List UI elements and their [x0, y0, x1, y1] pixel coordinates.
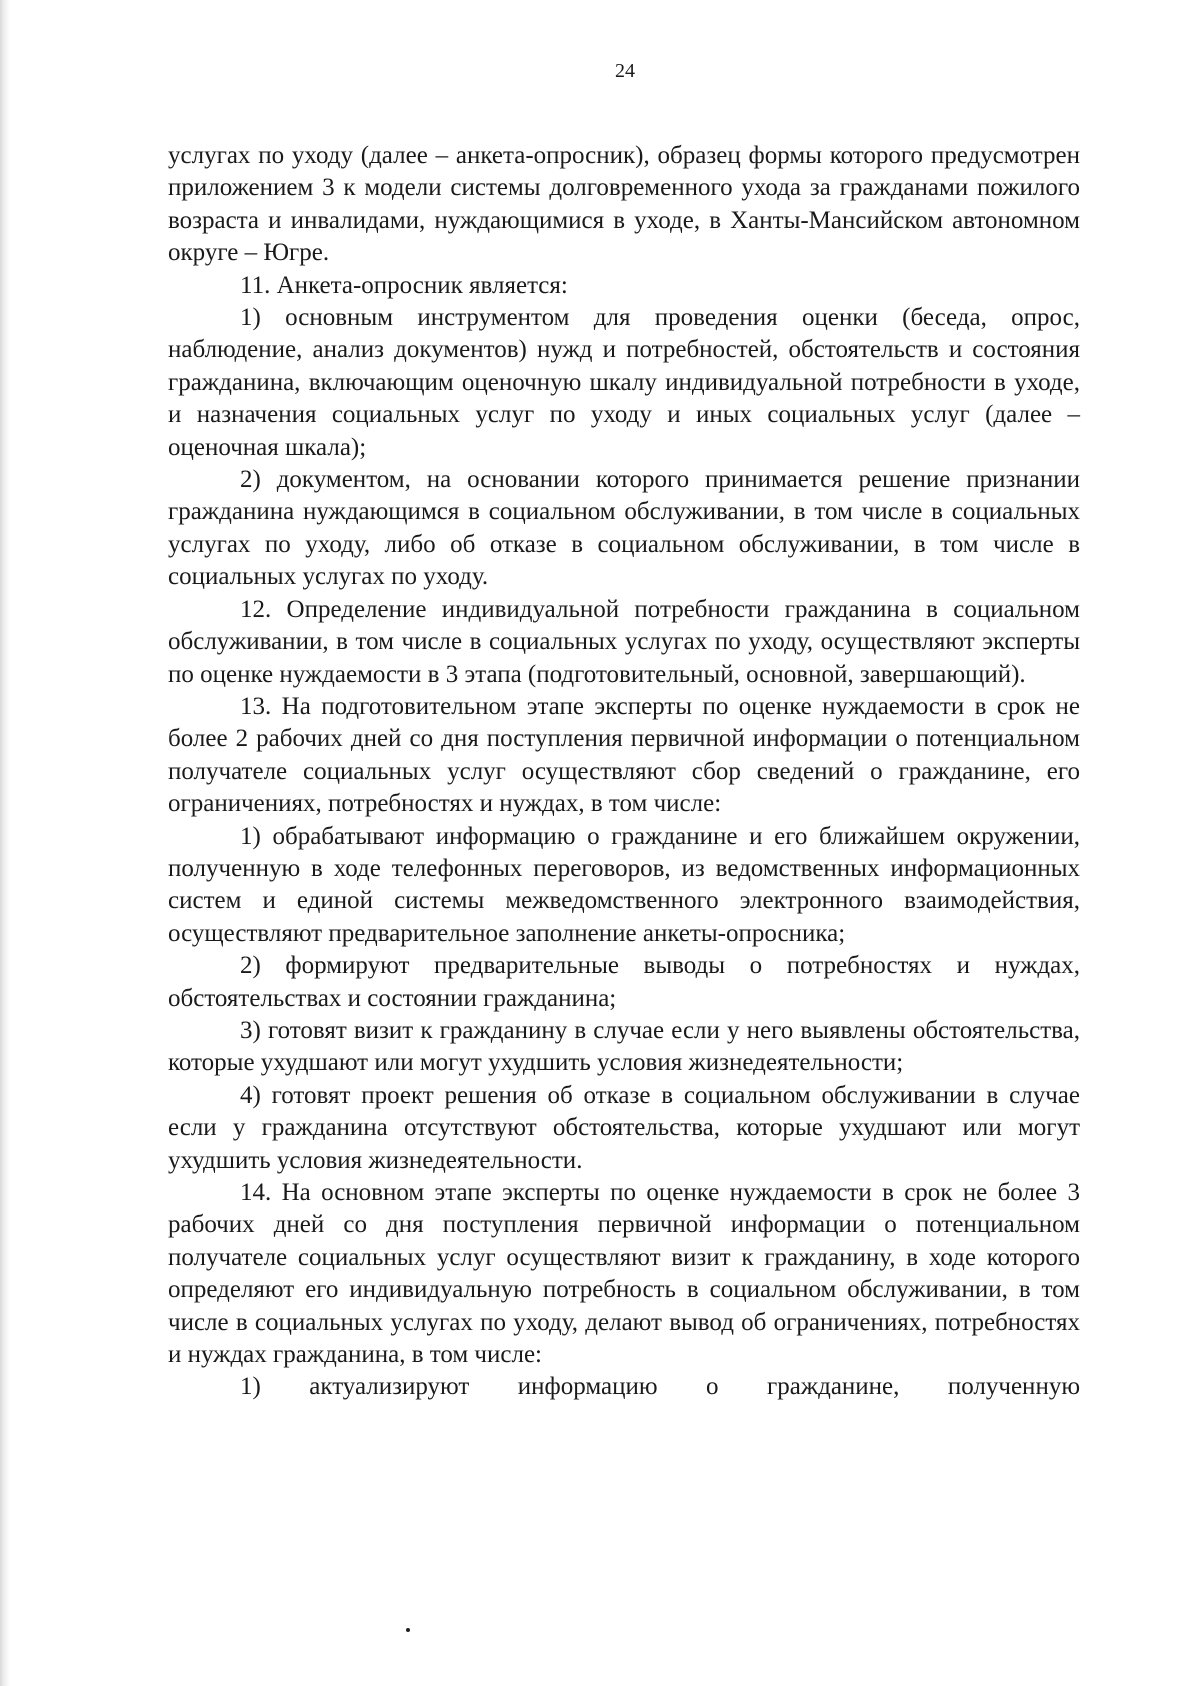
paragraph-item-13-2: 2) формируют предварительные выводы о потребностях и нуждах, обстоятельствах и состоянии гражданина;: [168, 952, 1080, 1012]
paragraph-item-13-1: 1) обрабатывают информацию о гражданине и его ближайшем окружении, полученную в ходе телефонных переговоров, из ведомственных информационных систем и единой системы межведомственного электронного взаимодействия, осуществляют предварительное заполнение анкеты-опросника;: [168, 822, 1080, 947]
paragraph-item-14-1: 1) актуализируют информацию о гражданине, полученную: [240, 1373, 1080, 1401]
paragraph-item-12: 12. Определение индивидуальной потребности гражданина в социальном обслуживании, в том числе в социальных услугах по уходу, осуществляют эксперты по оценке нуждаемости в 3 этапа (подготовительный, основной, завершающий).: [168, 595, 1080, 688]
paragraph-item-13: 13. На подготовительном этапе эксперты по оценке нуждаемости в срок не более 2 рабочих дней со дня поступления первичной информации о потенциальном получателе социальных услуг осуществляют сбор сведений о гражданине, его ограничениях, потребностях и нуждах, в том числе:: [168, 692, 1080, 818]
paragraph-item-13-3: 3) готовят визит к гражданину в случае если у него выявлены обстоятельства, которые ухудшают или могут ухудшить условия жизнедеятельности;: [168, 1016, 1080, 1077]
scan-edge-shadow: [0, 0, 10, 1686]
paragraph-item-11-2: 2) документом, на основании которого принимается решение признании гражданина нуждающимся в социальном обслуживании, в том числе в социальных услугах по уходу, либо об отказе в социальном обслуживании, в том числе в социальных услугах по уходу.: [168, 466, 1080, 591]
paragraph-continuation: услугах по уходу (далее – анкета-опросник), образец формы которого предусмотрен приложением 3 к модели системы долговременного ухода за гражданами пожилого возраста и инвалидами, нуждающимися в уходе, в Ханты-Мансийском автономном округе – Югре.: [168, 142, 1080, 267]
paragraph-item-13-4: 4) готовят проект решения об отказе в социальном обслуживании в случае если у гражданина отсутствуют обстоятельства, которые ухудшают или могут ухудшить условия жизнедеятельности.: [168, 1081, 1080, 1174]
scan-speck: [406, 1628, 410, 1632]
page-number: 24: [615, 60, 635, 82]
paragraph-item-14: 14. На основном этапе эксперты по оценке нуждаемости в срок не более 3 рабочих дней со дня поступления первичной информации о потенциальном получателе социальных услуг осуществляют визит к гражданину, в ходе которого определяют его индивидуальную потребность в социальном обслуживании, в том числе в социальных услугах по уходу, делают вывод об ограничениях, потребностях и нуждах гражданина, в том числе:: [168, 1179, 1080, 1369]
paragraph-item-11-1: 1) основным инструментом для проведения оценки (беседа, опрос, наблюдение, анализ документов) нужд и потребностей, обстоятельств и состояния гражданина, включающим оценочную шкалу индивидуальной потребности в уходе, и назначения социальных услуг по уходу и иных социальных услуг (далее – оценочная шкала);: [168, 304, 1080, 461]
document-body: [168, 140, 1080, 1404]
paragraph-item-11: 11. Анкета-опросник является:: [240, 271, 568, 299]
